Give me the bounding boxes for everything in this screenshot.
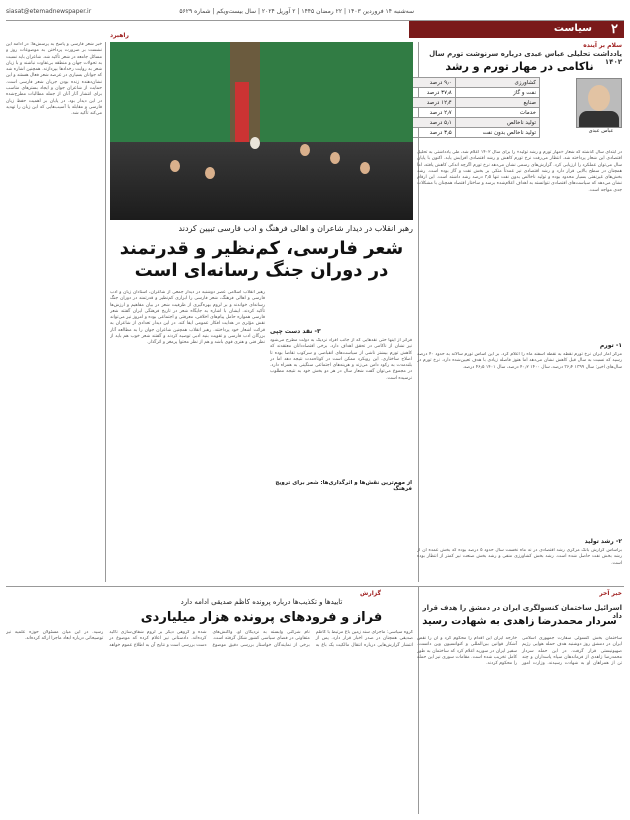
middle-subhead: ۳- نقد دست چپی <box>270 328 321 335</box>
table-cell-label: تولید ناخالص <box>455 118 539 128</box>
table-row <box>411 98 540 108</box>
right-article-body: در ابتدای سال گذشته که شعار «مهار تورم و رشد تولید» را برای سال ۱۴۰۲ اعلام شد، طی یادداشتی به تحلیل اقتصادی این شعار پرداخته شد. انتظار می‌رفت نرخ تورم کاهش و رشد اقتصادی افزایش یابد. اکنون با پایان سال می‌توان عملکرد را ارزیابی کرد. گزارش‌های رسمی نشان می‌دهد نرخ تورم اگرچه اندکی کاهش یافته، اما همچنان در سطح بالایی قرار دارد و رشد اقتصادی نیز عمدتاً متکی بر بخش نفت و گاز بوده است. رشد بخش‌های غیرنفتی بسیار محدود بوده و تولید ناخالص بدون نفت تنها ۳٫۵ درصد رشد داشته است. این ارقام نشان می‌دهد که سیاست‌های اقتصادی نتوانسته به اهداف اعلام‌شده برسد و ساختار اقتصاد همچنان با مشکلات جدی مواجه است. <box>417 150 622 193</box>
photo-figure <box>250 137 260 149</box>
bottom-right-body: ساختمان بخش کنسولی سفارت جمهوری اسلامی ایران در دمشق روز دوشنبه هدف حمله هوایی رژیم صهیونیستی قرار گرفت. در این حمله سردار محمدرضا زاهدی از فرماندهان سپاه پاسداران و چند تن از همراهان او به شهادت رسیدند. وزارت امور خارجه ایران این اقدام را محکوم کرد و آن را نقض آشکار قوانین بین‌المللی و کنوانسیون وین دانست. سفیر ایران در سوریه اعلام کرد که ساختمان به طور کامل تخریب شده است. مقامات سوری نیز این حمله را محکوم کردند. <box>417 636 622 667</box>
photo-flag <box>235 82 249 142</box>
right-subhead-growth: ۲- رشد تولید <box>584 538 622 545</box>
lead-body: رهبر انقلاب اسلامی عصر دوشنبه در دیدار جمعی از شاعران، استادان زبان و ادب فارسی و اهالی فرهنگ، شعر فارسی را ابزاری کم‌نظیر و قدرتمند در دوران جنگ رسانه‌ای خواندند و بر لزوم بهره‌گیری از ظرفیت شعر در بیان مفاهیم و ارزش‌ها تأکید کردند. ایشان با اشاره به جایگاه شعر در تاریخ فرهنگی ایران گفتند شعر فارسی همواره حامل پیام‌های اخلاقی، معرفتی و اجتماعی بوده و امروز نیز می‌تواند نقش مؤثری در هدایت افکار عمومی ایفا کند. در این دیدار تعدادی از شاعران به قرائت اشعار خود پرداختند. رهبر انقلاب همچنین شاعران جوان را به مطالعه آثار بزرگان ادب فارسی و تقویت بنیه ادبی توصیه کردند و گفتند شعر خوب هم باید از نظر فنی و هنری قوی باشد و هم از نظر محتوا پرمغز و اثرگذار. <box>110 290 265 346</box>
author-face <box>588 85 610 111</box>
bottom-right-kicker: اسرائیل ساختمان کنسولگری ایران در دمشق را هدف قرار داد <box>422 604 622 620</box>
left-column-body: خبر شعر فارسی و پاسخ به پرسش‌ها: در ادامه این نشست بر ضرورت پرداختن به موضوعات روز و مسائل جامعه در شعر تأکید شد. شاعران باید نسبت به تحولات جهان و منطقه بی‌تفاوت نباشند و با زبان شعر به روایت رخدادها بپردازند. همچنین اشاره شد که جوانان بسیاری در عرصه شعر فعال هستند و این نشان‌دهنده زنده بودن جریان شعر فارسی است. حمایت از شاعران جوان و ایجاد بسترهای مناسب برای انتشار آثار آنان از جمله مطالبات مطرح‌شده در این دیدار بود. در پایان بر اهمیت حفظ زبان فارسی و مقابله با آسیب‌هایی که این زبان را تهدید می‌کند تأکید شد. <box>6 42 102 117</box>
photo-figure <box>170 160 180 172</box>
tag-left-top: راهبرد <box>110 32 129 39</box>
table-cell-label: نفت و گاز <box>455 88 539 98</box>
tag-middle-bottom: گزارش <box>360 590 382 597</box>
photo-figure <box>300 144 310 156</box>
bottom-middle-body: گروه سیاسی: ماجرای سند زمین باغ مرتبط با کاظم صدیقی همچنان در صدر اخبار قرار دارد. پس از انتشار گزارش‌هایی درباره انتقال مالکیت یک باغ به نام شرکتی وابسته به نزدیکان او، واکنش‌های متفاوتی در فضای سیاسی کشور شکل گرفته است. برخی از نمایندگان خواستار بررسی دقیق موضوع شده و گروهی دیگر بر لزوم شفاف‌سازی تأکید کرده‌اند. دادستانی نیز اعلام کرده که موضوع در دست بررسی است و نتایج آن به اطلاع عموم خواهد رسید. در این میان مسئولان حوزه علمیه نیز توضیحاتی درباره ابعاد ماجرا ارائه کرده‌اند. <box>6 630 413 648</box>
table-cell-value: ۱۲٫۴ درصد <box>411 98 456 108</box>
table-cell-value: ۳٫۵ درصد <box>411 128 456 138</box>
tag-right-bottom: خبر آخر <box>599 590 622 597</box>
top-rule <box>6 20 624 21</box>
section-title: سیاست <box>553 23 592 34</box>
author-name: عباس عبدی <box>588 128 614 134</box>
right-article-kicker: یادداشت تحلیلی عباس عبدی درباره سرنوشت تورم سال ۱۴۰۲ <box>429 50 622 66</box>
bottom-right-headline: سردار محمدرضا زاهدی به شهادت رسید <box>422 616 617 627</box>
table-cell-value: ۳۷٫۸ درصد <box>411 88 456 98</box>
table-cell-value: ۹٫۰ درصد <box>411 78 456 88</box>
bottom-middle-kicker: تایید‌ها و تکذیب‌ها درباره پرونده کاظم صدیقی ادامه دارد <box>180 598 343 606</box>
right-article-body-3: براساس گزارش بانک مرکزی رشد اقتصادی در نه ماه نخست سال حدود ۵ درصد بوده که بخش عمده آن از رشد بخش نفت حاصل شده است. رشد بخش کشاورزی منفی و رشد بخش صنعت نیز کمتر از انتظار بوده است. <box>417 548 622 566</box>
middle-right-body: فراتر از اینها حتی نقدهایی که از جانب افراد نزدیک به دولت مطرح می‌شود نیز نشان از ناکامی در تحقق اهداف دارد. برخی اقتصاددانان معتقدند که کاهش تورم بیشتر ناشی از سیاست‌های انقباضی و سرکوب تقاضا بوده تا اصلاح ساختاری. این رویکرد ممکن است در کوتاه‌مدت نتیجه دهد اما در بلندمدت به رکود دامن می‌زند و هزینه‌های اجتماعی سنگینی به همراه دارد. در مجموع می‌توان گفت شعار سال در هر دو بخش خود به نتیجه مطلوب نرسیده است. <box>270 338 412 381</box>
photo-figure <box>360 162 370 174</box>
lead-photo <box>110 42 413 220</box>
lead-kicker: رهبر انقلاب در دیدار شاعران و اهالی فرهنگ و ادب فارسی تبیین کردند <box>178 224 413 233</box>
right-article-intro-snippet <box>415 118 575 136</box>
photo-crowd <box>110 142 413 220</box>
masthead-url[interactable]: siasat@etemadnewspaper.ir <box>6 8 92 15</box>
lead-headline: شعر فارسی، کم‌نظیر و قدرتمند در دوران جنگ رسانه‌ای است <box>119 238 404 281</box>
lead-subhead: از مهم‌ترین نقش‌ها و اثرگذاری‌ها: شعر برای ترویج فرهنگ <box>275 480 412 492</box>
page-number: ۲ <box>611 21 618 36</box>
table-cell-label: خدمات <box>455 108 539 118</box>
column-rule-left <box>105 42 106 582</box>
photo-figure <box>330 152 340 164</box>
right-article-headline: ناکامی در مهار تورم و رشد <box>445 60 594 73</box>
table-cell-label: صنایع <box>455 98 539 108</box>
section-header <box>409 20 624 38</box>
right-subhead-inflation: ۱- تورم <box>599 342 622 349</box>
author-suit <box>579 111 619 127</box>
bottom-middle-headline: فراز و فرودهای پرونده هزار میلیاردی <box>140 610 383 625</box>
author-photo <box>576 78 622 128</box>
table-cell-value: ۲٫۷ درصد <box>411 108 456 118</box>
table-cell-label: تولید ناخالص بدون نفت <box>455 128 539 138</box>
table-row <box>411 108 540 118</box>
table-row <box>411 78 540 88</box>
masthead-date-line: سه‌شنبه ۱۴ فروردین ۱۴۰۳ | ۲۲ رمضان ۱۴۴۵ | ۲ آوریل ۲۰۲۴ | سال بیست‌و‌یکم | شماره ۵۶۲۹ <box>179 8 414 15</box>
right-article-body-2: مرکز آمار ایران نرخ تورم نقطه به نقطه اسفند ماه را اعلام کرد. بر این اساس تورم سالانه به حدود ۴۰ درصد رسید که نسبت به سال قبل کاهش نشان می‌دهد اما هنوز فاصله زیادی با هدف تعیین‌شده دارد. نرخ تورم در سال‌های اخیر: سال ۱۳۹۹ ۳۶٫۴ درصد، سال ۱۴۰۰ ۴۰٫۲ درصد، سال ۱۴۰۱ ۴۶٫۵ درصد. <box>417 352 622 370</box>
bottom-rule <box>6 586 624 587</box>
table-row <box>411 88 540 98</box>
tag-right-top: سلام بر آینده <box>583 42 622 49</box>
table-cell-value: ۵٫۱ درصد <box>411 118 456 128</box>
masthead <box>6 6 624 18</box>
table-cell-label: کشاورزی <box>455 78 539 88</box>
photo-figure <box>205 167 215 179</box>
